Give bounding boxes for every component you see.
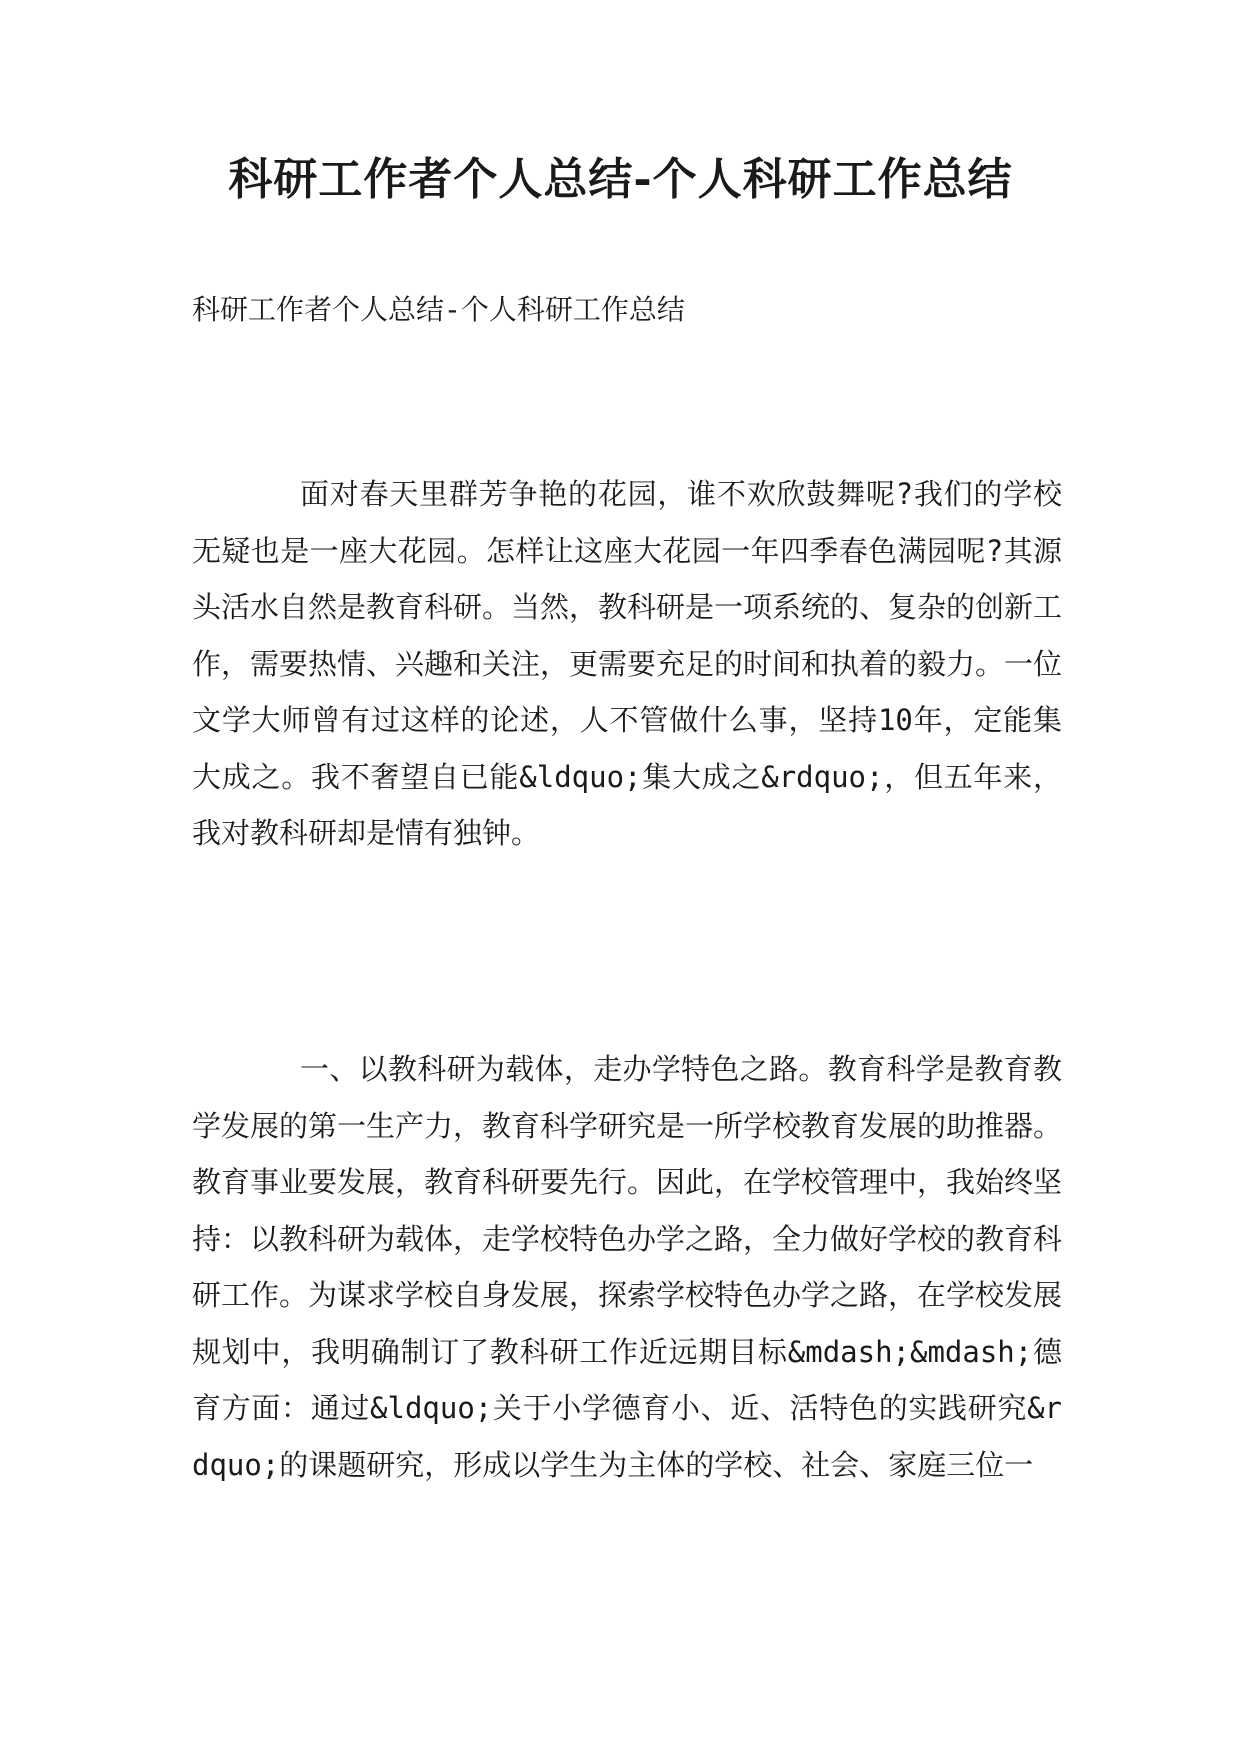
body-paragraph: 一、以教科研为载体，走办学特色之路。教育科学是教育教学发展的第一生产力，教育科学研究是一所学校教育发展的助推器。教育事业要发展，教育科研要先行。因此，在学校管理中，我始终坚持：以教科研为载体，走学校特色办学之路，全力做好学校的教育科研工作。为谋求学校自身发展，探索学校特色办学之路，在学校发展规划中，我明确制订了教科研工作近远期目标&mdash;&mdash;德育方面：通过&ldquo;关于小学德育小、近、活特色的实践研究&rdquo;的课题研究，形成以学生为主体的学校、社会、家庭三位一 xyxy=(192,1052,1063,1482)
document-title: 科研工作者个人总结-个人科研工作总结 xyxy=(228,154,1013,205)
document-subtitle: 科研工作者个人总结-个人科研工作总结 xyxy=(192,293,685,326)
body-paragraph: 面对春天里群芳争艳的花园，谁不欢欣鼓舞呢?我们的学校无疑也是一座大花园。怎样让这座大花园一年四季春色满园呢?其源头活水自然是教育科研。当然，教科研是一项系统的、复杂的创新工作，需要热情、兴趣和关注，更需要充足的时间和执着的毅力。一位文学大师曾有过这样的论述，人不管做什么事，坚持10年，定能集大成之。我不奢望自已能&ldquo;集大成之&rdquo;，但五年来，我对教科研却是情有独钟。 xyxy=(192,477,1063,850)
